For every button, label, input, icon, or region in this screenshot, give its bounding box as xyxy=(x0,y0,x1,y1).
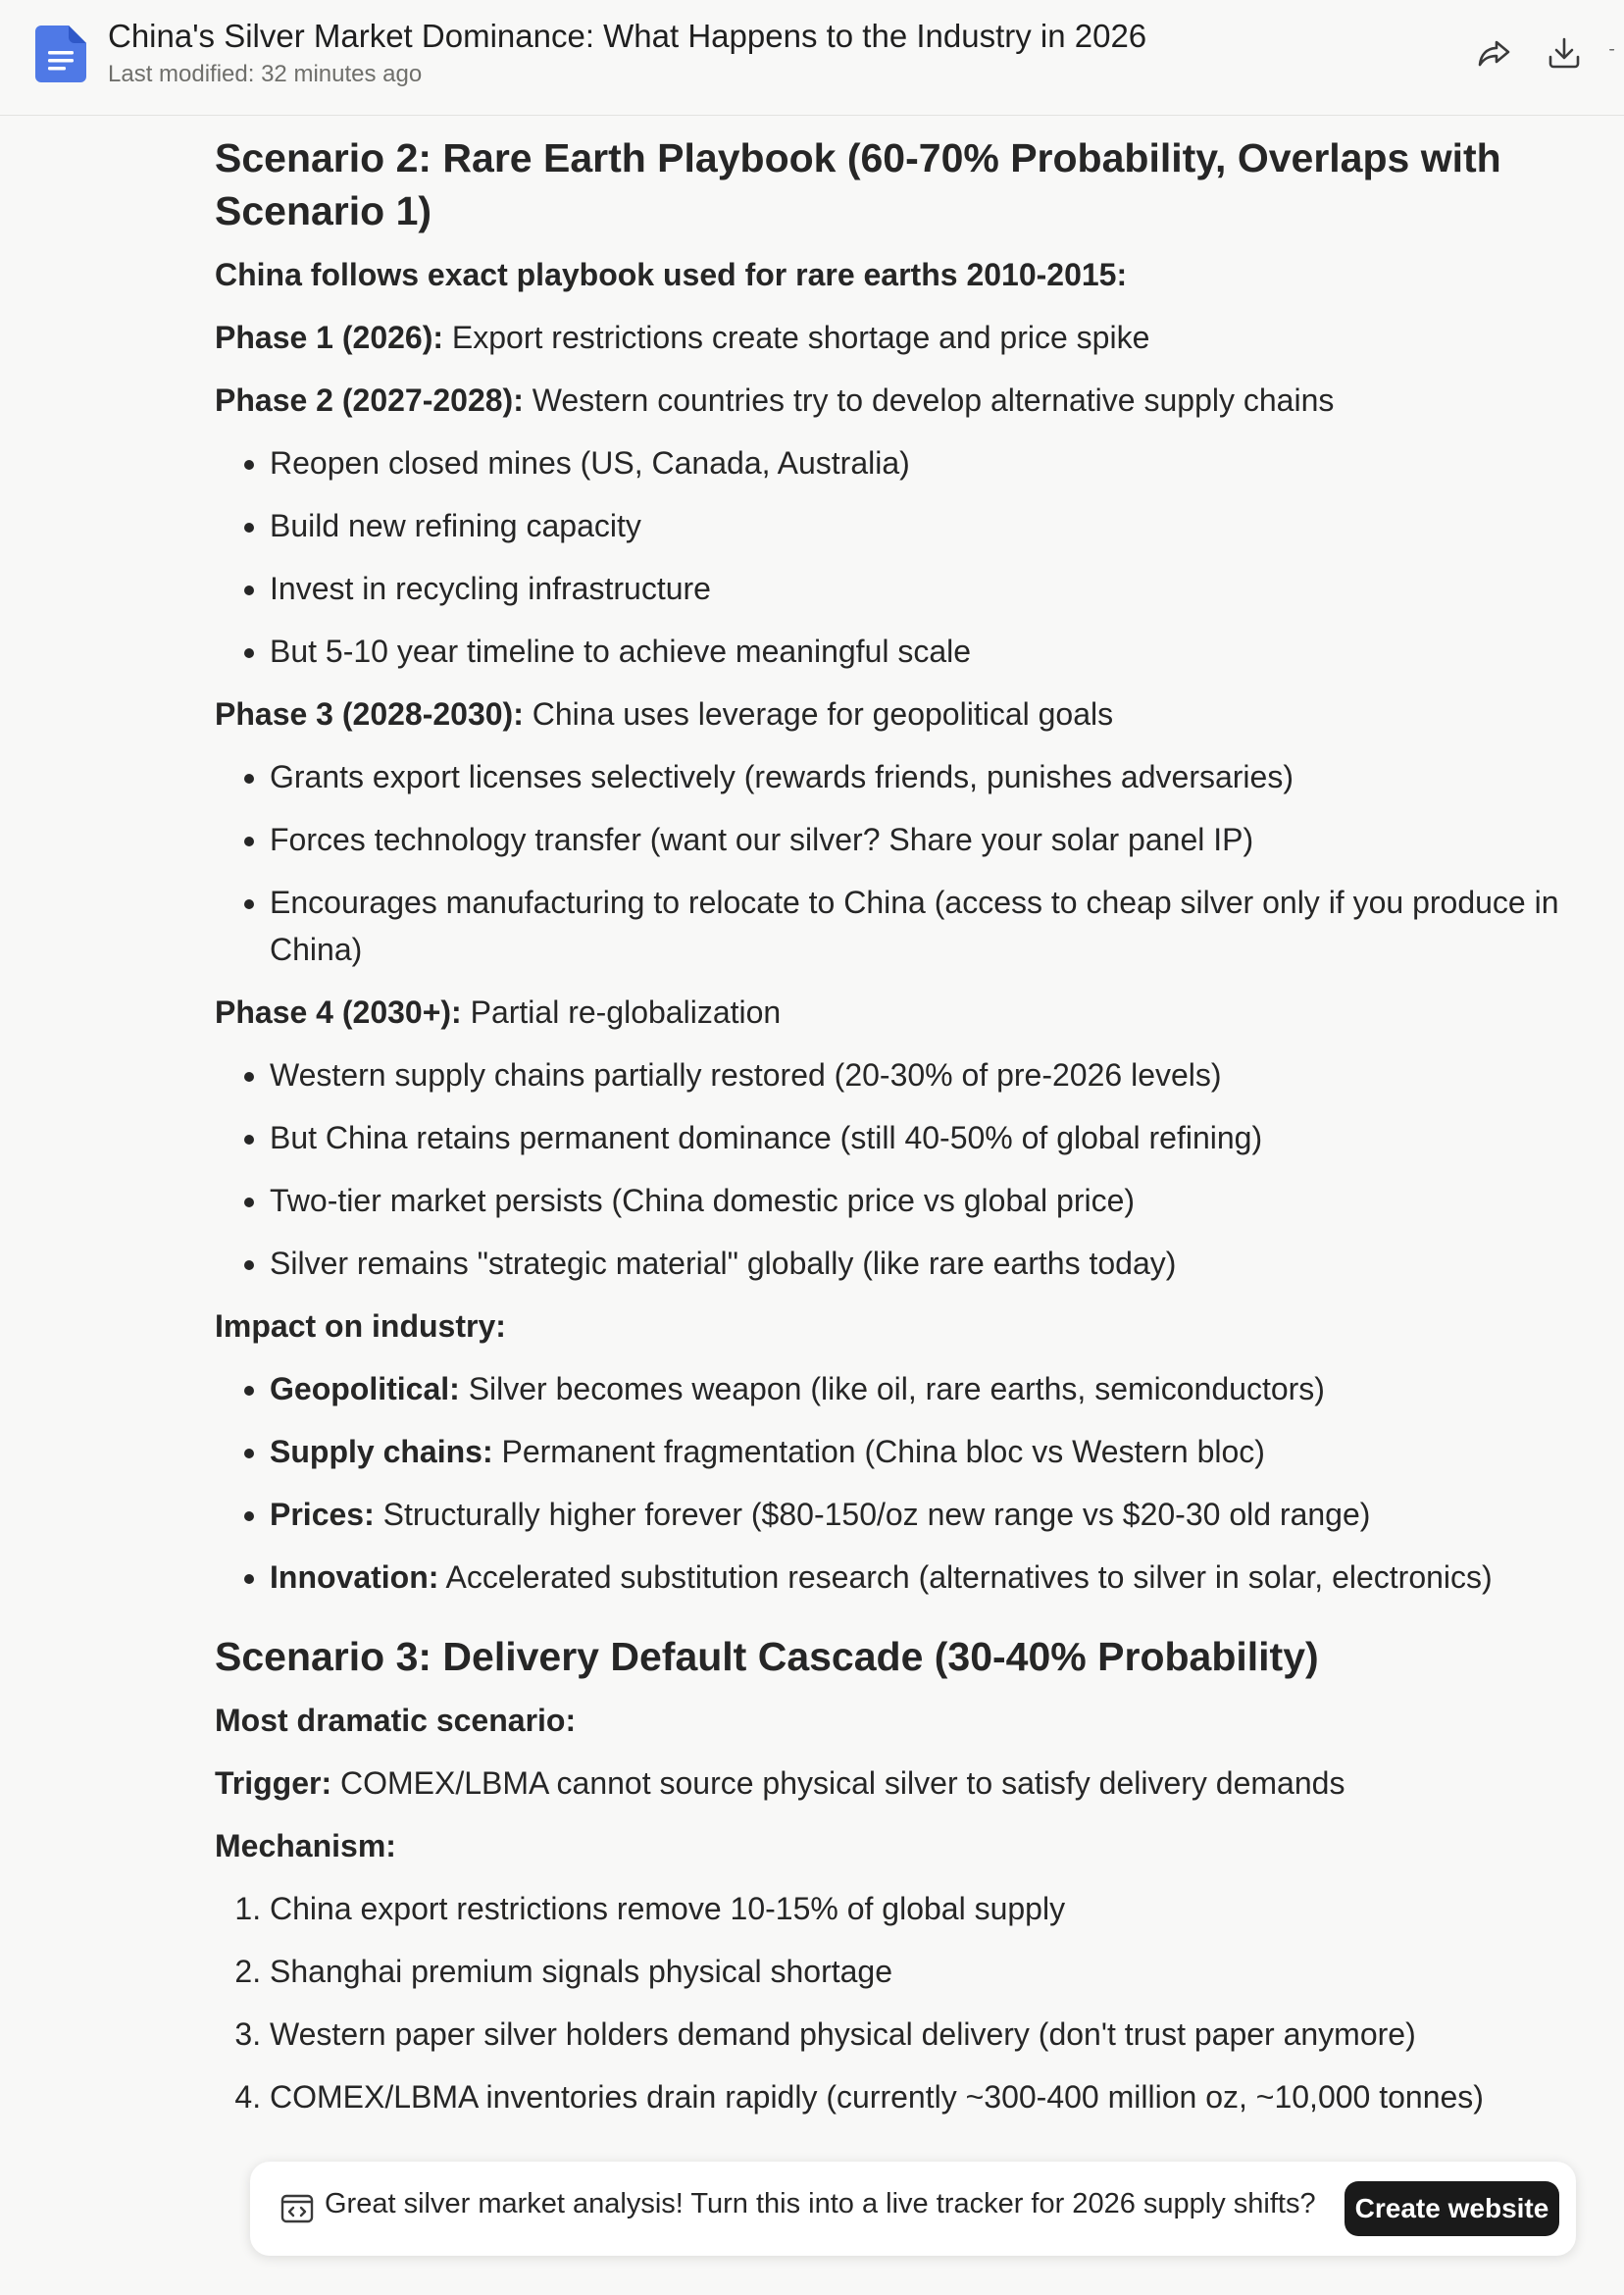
list-item: • But China retains permanent dominance (still 40-50% of global refining) xyxy=(270,1114,1607,1161)
share-icon xyxy=(1475,33,1514,73)
list-item: • Geopolitical: Silver becomes weapon (like oil, rare earths, semiconductors) xyxy=(270,1365,1607,1412)
phase-2-label: Phase 2 (2027-2028): xyxy=(215,382,524,418)
list-item: • Forces technology transfer (want our silver? Share your solar panel IP) xyxy=(270,816,1607,863)
list-item: • Grants export licenses selectively (rewards friends, punishes adversaries) xyxy=(270,753,1607,800)
list-item: • Silver remains "strategic material" globally (like rare earths today) xyxy=(270,1240,1607,1287)
scenario-2-heading: Scenario 2: Rare Earth Playbook (60-70% Probability, Overlaps with Scenario 1) xyxy=(215,135,1501,233)
create-website-banner xyxy=(250,2162,1576,2256)
phase-4-label: Phase 4 (2030+): xyxy=(215,994,462,1030)
list-item: • Invest in recycling infrastructure xyxy=(270,565,1607,612)
impact-list xyxy=(215,1365,1607,1601)
scenario-2-intro: China follows exact playbook used for rare earths 2010-2015: xyxy=(215,257,1128,292)
list-item: • Encourages manufacturing to relocate to China (access to cheap silver only if you produce in China) xyxy=(270,879,1607,973)
list-item: 4. COMEX/LBMA inventories drain rapidly (currently ~300-400 million oz, ~10,000 tonnes) xyxy=(270,2073,1607,2120)
phase-4-list xyxy=(215,1051,1607,1287)
phase-3-list xyxy=(215,753,1607,973)
mechanism-label: Mechanism: xyxy=(215,1828,396,1863)
document-title: China's Silver Market Dominance: What Happens to the Industry in 2026 xyxy=(108,18,1147,54)
scenario-3-intro: Most dramatic scenario: xyxy=(215,1703,577,1738)
list-item: • Prices: Structurally higher forever ($80-150/oz new range vs $20-30 old range) xyxy=(270,1491,1607,1538)
download-icon xyxy=(1545,33,1584,73)
list-item: • Build new refining capacity xyxy=(270,502,1607,549)
phase-2-list xyxy=(215,439,1607,675)
phase-3-label: Phase 3 (2028-2030): xyxy=(215,696,524,732)
trigger-paragraph: Trigger: COMEX/LBMA cannot source physical silver to satisfy delivery demands xyxy=(215,1765,1345,1801)
list-item: • Two-tier market persists (China domestic price vs global price) xyxy=(270,1177,1607,1224)
phase-1-label: Phase 1 (2026): xyxy=(215,320,444,355)
code-window-icon xyxy=(279,2191,315,2226)
more-icon xyxy=(1608,33,1624,73)
last-modified-label: Last modified: 32 minutes ago xyxy=(108,61,423,87)
phase-1-paragraph: Phase 1 (2026): Export restrictions create shortage and price spike xyxy=(215,320,1150,355)
banner-message: Great silver market analysis! Turn this into a live tracker for 2026 supply shifts? xyxy=(325,2188,1316,2219)
list-item: 1. China export restrictions remove 10-15% of global supply xyxy=(270,1885,1607,1932)
phase-4-paragraph: Phase 4 (2030+): Partial re-globalization xyxy=(215,994,782,1030)
list-item: • Western supply chains partially restored (20-30% of pre-2026 levels) xyxy=(270,1051,1607,1098)
list-item: • Reopen closed mines (US, Canada, Australia) xyxy=(270,439,1607,486)
create-website-button[interactable]: Create website xyxy=(1345,2181,1559,2236)
document-body xyxy=(215,116,1607,2136)
more-button[interactable] xyxy=(1608,29,1624,76)
download-button[interactable] xyxy=(1541,29,1588,76)
scenario-3-heading: Scenario 3: Delivery Default Cascade (30-40% Probability) xyxy=(215,1634,1319,1679)
list-item: 2. Shanghai premium signals physical shortage xyxy=(270,1948,1607,1995)
trigger-label: Trigger: xyxy=(215,1765,332,1801)
list-item: • Innovation: Accelerated substitution research (alternatives to silver in solar, electronics) xyxy=(270,1554,1607,1601)
document-icon xyxy=(35,26,86,82)
list-item: 3. Western paper silver holders demand physical delivery (don't trust paper anymore) xyxy=(270,2011,1607,2058)
list-item: • But 5-10 year timeline to achieve meaningful scale xyxy=(270,628,1607,675)
phase-3-paragraph: Phase 3 (2028-2030): China uses leverage for geopolitical goals xyxy=(215,696,1114,732)
impact-label: Impact on industry: xyxy=(215,1308,506,1344)
share-button[interactable] xyxy=(1471,29,1518,76)
document-header xyxy=(0,0,1624,116)
list-item: • Supply chains: Permanent fragmentation (China bloc vs Western bloc) xyxy=(270,1428,1607,1475)
mechanism-list xyxy=(215,1885,1607,2120)
phase-2-paragraph: Phase 2 (2027-2028): Western countries try to develop alternative supply chains xyxy=(215,382,1335,418)
